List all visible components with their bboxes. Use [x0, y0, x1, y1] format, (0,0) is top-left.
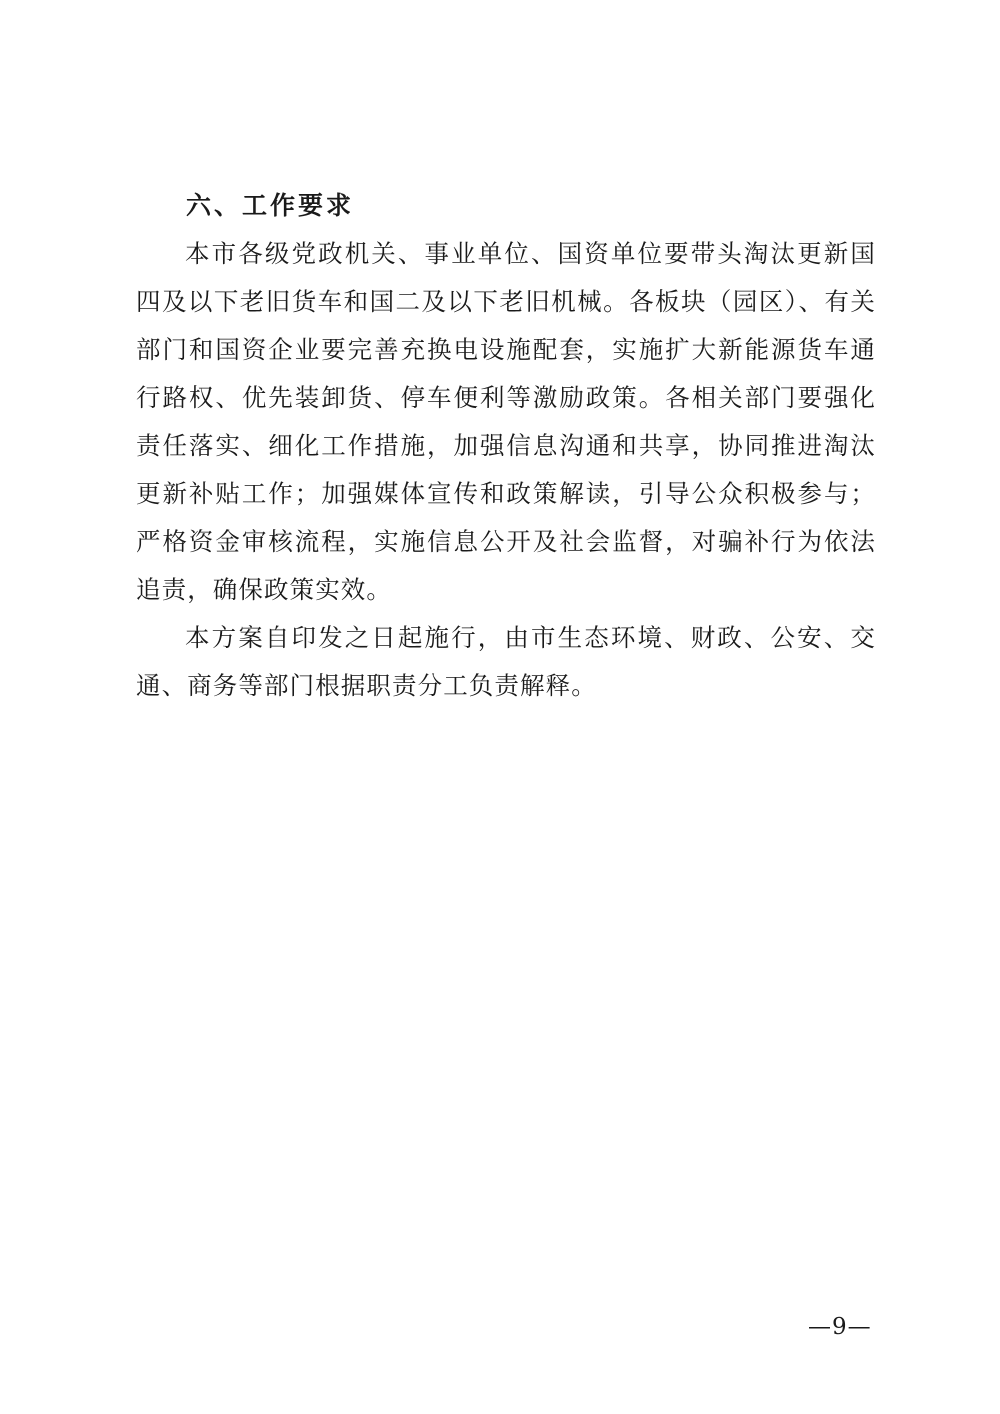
body-paragraph: 本市各级党政机关、事业单位、国资单位要带头淘汰更新国四及以下老旧货车和国二及以下老旧机械。各板块（园区）、有关部门和国资企业要完善充换电设施配套，实施扩大新能源货车通行路权、优先装卸货、停车便利等激励政策。各相关部门要强化责任落实、细化工作措施，加强信息沟通和共享，协同推进淘汰更新补贴工作；加强媒体宣传和政策解读，引导公众积极参与；严格资金审核流程，实施信息公开及社会监督，对骗补行为依法追责，确保政策实效。: [136, 239, 876, 604]
page-number: —9—: [808, 1314, 872, 1340]
section-heading: 六、工作要求: [186, 191, 355, 220]
body-paragraph: 本方案自印发之日起施行，由市生态环境、财政、公安、交通、商务等部门根据职责分工负责解释。: [136, 623, 876, 700]
